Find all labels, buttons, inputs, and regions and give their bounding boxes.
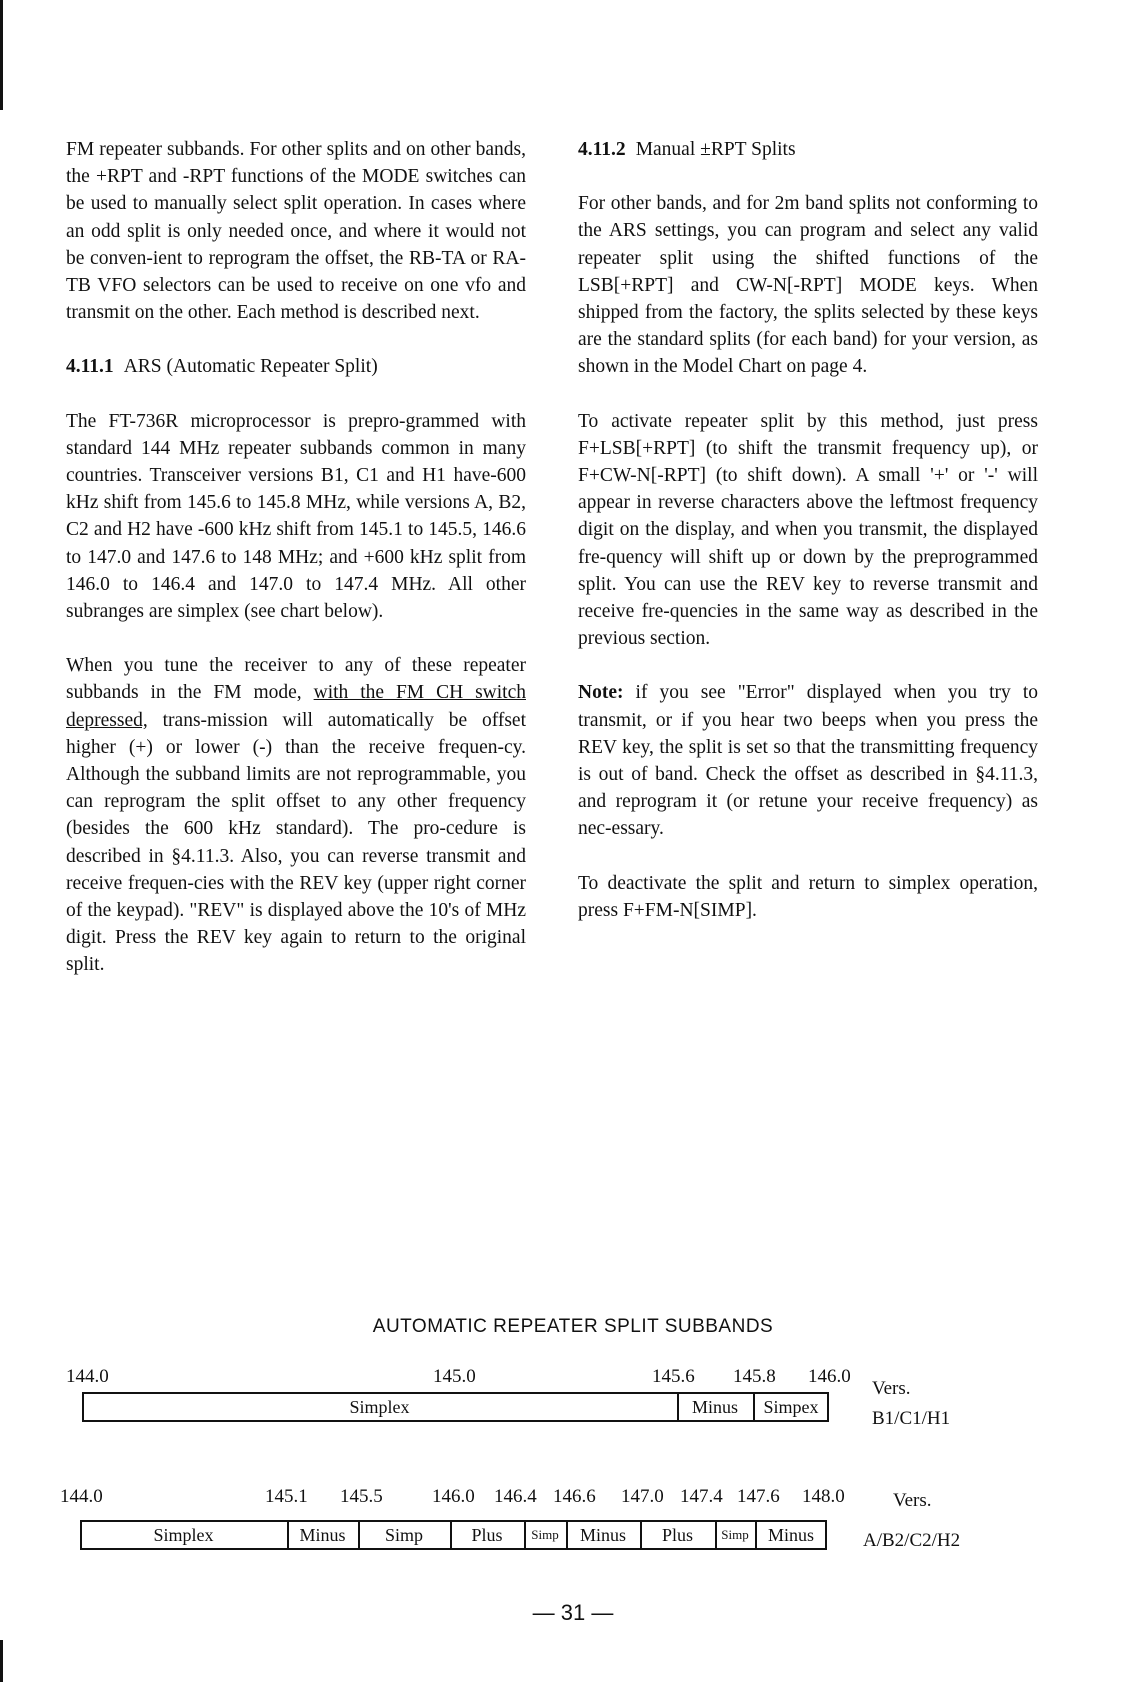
subband-segment: Minus <box>767 1524 814 1545</box>
subband-bar <box>80 1520 827 1550</box>
ars-paragraph-1: The FT-736R microprocessor is prepro-grammed with standard 144 MHz repeater subbands common in many countries. Transceiver versions B1, C1 and H1 have-600 kHz shift from 145.6 to 145.8 MHz, while versions A, B2, C2 and H2 have -600 kHz shift from 145.1 to 145.5, 146.6 to 147.0 and 147.6 to 148 MHz; and +600 kHz split from 146.0 to 146.4 and 147.0 to 147.4 MHz. All other subranges are simplex (see chart below). <box>66 410 526 623</box>
ars-paragraph-2-start: When you tune the receiver to any of these repeater subbands in the FM mode, <box>66 655 526 704</box>
version-header: Vers. <box>872 1378 911 1399</box>
ars-paragraph-2-end: trans-mission will automatically be offset higher (+) or lower (-) than the receive frequen-cy. Although the subband limits are not reprogrammable, you can reprogram the split offset to any other frequency (besides the 600 kHz standard). The pro-cedure is described in §4.11.3. Also, you can reverse transmit and receive frequen-cies with the REV key (upper right corner of the keypad). "REV" is displayed above the 10's of MHz digit. Press the REV key again to return to the original split. <box>66 709 527 976</box>
subband-segment: Plus <box>640 1522 717 1548</box>
section-heading-4-11-1 <box>66 353 526 380</box>
axis-tick-label: 144.0 <box>66 1366 109 1387</box>
axis-tick-label: 145.8 <box>733 1366 776 1387</box>
fm-ch-underlined-text: with the FM CH switch depressed, <box>66 682 526 731</box>
section-number: 4.11.1 <box>66 356 114 378</box>
version-header: Vers. <box>893 1490 932 1511</box>
subband-segment: Simp <box>524 1522 568 1548</box>
axis-tick-label: 145.0 <box>433 1366 476 1387</box>
subband-segment: Minus <box>677 1394 755 1420</box>
page-number: — 31 — <box>532 1600 614 1625</box>
axis-tick-label: 147.4 <box>680 1486 723 1507</box>
chart-title: AUTOMATIC REPEATER SPLIT SUBBANDS <box>372 1316 774 1337</box>
axis-tick-label: 146.6 <box>553 1486 596 1507</box>
axis-tick-label: 146.0 <box>808 1366 851 1387</box>
note-text: if you see "Error" displayed when you try to transmit, or if you hear two beeps when you press the REV key, the split is set so that the transmitting frequency is out of band. Check the offset as described in §4.11.3, and reprogram it (or retune your receive frequency) as nec-essary. <box>578 682 1038 840</box>
section-number: 4.11.2 <box>578 139 626 160</box>
section-title: Manual ±RPT Splits <box>635 139 796 160</box>
note-label: Note: <box>578 682 624 704</box>
version-label: A/B2/C2/H2 <box>863 1530 961 1551</box>
subband-segment: Simpex <box>763 1396 819 1417</box>
scan-margin-mark-bottom <box>0 1640 3 1682</box>
axis-tick-label: 144.0 <box>60 1486 103 1507</box>
axis-tick-label: 146.0 <box>432 1486 475 1507</box>
subband-segment: Simplex <box>82 1394 679 1420</box>
subband-segment: Minus <box>566 1522 642 1548</box>
left-column <box>66 136 526 1006</box>
deactivate-paragraph: To deactivate the split and return to simplex operation, press F+FM-N[SIMP]. <box>578 872 1038 921</box>
section-heading-4-11-2 <box>578 136 1038 163</box>
axis-tick-label: 145.6 <box>652 1366 695 1387</box>
subband-segment: Plus <box>450 1522 526 1548</box>
note-paragraph <box>578 679 1038 842</box>
scan-margin-mark-top <box>0 0 3 110</box>
subband-bar <box>82 1392 829 1422</box>
axis-tick-label: 147.0 <box>621 1486 664 1507</box>
version-label: B1/C1/H1 <box>872 1408 951 1429</box>
intro-paragraph: FM repeater subbands. For other splits and on other bands, the +RPT and -RPT functions of the MODE switches can be used to manually select split operation. In cases where an odd split is only needed once, and where it would not be conven-ient to reprogram the offset, the RB-TA or RA-TB VFO selectors can be used to receive on one vfo and transmit on the other. Each method is described next. <box>66 139 526 324</box>
manual-paragraph-2: To activate repeater split by this method, just press F+LSB[+RPT] (to shift the transmit frequency up), or F+CW-N[-RPT] (to shift down). A small '+' or '-' will appear in reverse characters above the leftmost frequency digit on the display, and when you transmit, the displayed fre-quency will shift up or down by the preprogrammed split. You can use the REV key to reverse transmit and receive fre-quencies in the same way as described in the previous section. <box>578 410 1038 650</box>
subband-segment: Simplex <box>80 1522 289 1548</box>
section-title: ARS (Automatic Repeater Split) <box>123 356 378 378</box>
manual-paragraph-1: For other bands, and for 2m band splits not conforming to the ARS settings, you can program and select any valid repeater split using the shifted functions of the LSB[+RPT] and CW-N[-RPT] MODE keys. When shipped from the factory, the splits selected by these keys are the standard splits (for each band) for your version, as shown in the Model Chart on page 4. <box>578 193 1038 378</box>
axis-tick-label: 148.0 <box>802 1486 845 1507</box>
subband-segment: Simp <box>358 1522 452 1548</box>
axis-tick-label: 146.4 <box>494 1486 537 1507</box>
axis-tick-label: 147.6 <box>737 1486 780 1507</box>
ars-paragraph-2 <box>66 652 526 978</box>
subband-segment: Simp <box>715 1522 757 1548</box>
axis-tick-label: 145.5 <box>340 1486 383 1507</box>
subband-segment: Minus <box>287 1522 360 1548</box>
axis-tick-label: 145.1 <box>265 1486 308 1507</box>
right-column <box>578 136 1038 951</box>
